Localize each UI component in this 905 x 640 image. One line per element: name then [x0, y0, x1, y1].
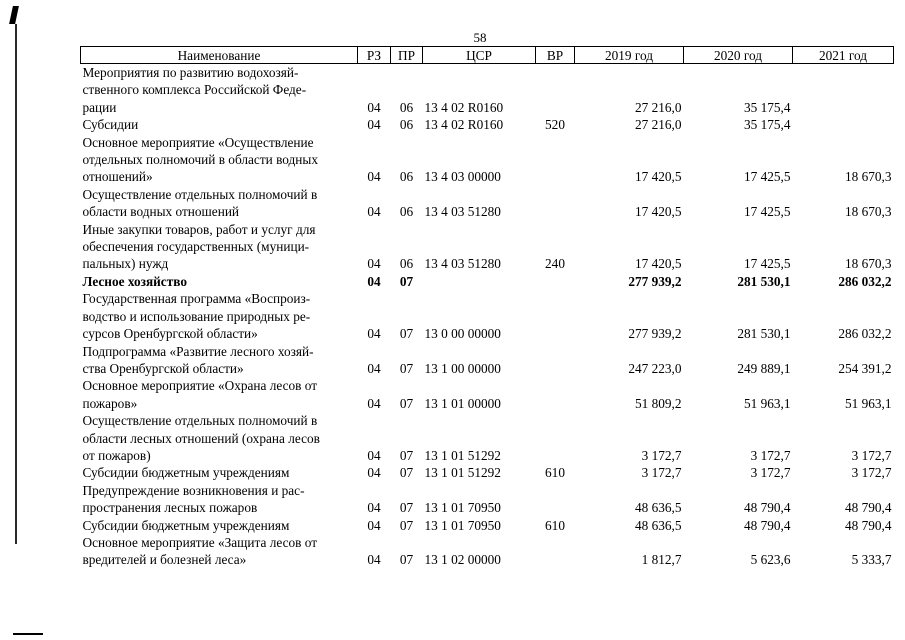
cell-2021	[793, 64, 894, 117]
cell-pr: 07	[399, 552, 414, 568]
cell-2021: 18 670,3	[844, 256, 892, 272]
cell-rz: 04	[367, 552, 381, 568]
cell-2021: 254 391,2	[838, 360, 892, 376]
cell-2021: 18 670,3	[844, 204, 892, 220]
cell-pr: 06	[399, 99, 414, 115]
cell-rz: 04	[367, 517, 381, 533]
cell-name: Основное мероприятие «Защита лесов от вредителей и болезней леса»	[82, 534, 318, 568]
table-row	[81, 64, 894, 117]
cell-2019: 17 420,5	[634, 169, 682, 185]
cell-name: Осуществление отдельных полномочий в области лесных отношений (охрана лесов от пожаров)	[82, 413, 320, 463]
cell-vr	[536, 343, 575, 378]
cell-vr	[536, 482, 575, 517]
budget-table	[80, 46, 894, 569]
cell-2021: 286 032,2	[838, 326, 892, 342]
cell-csr: 13 0 00 00000	[424, 326, 501, 342]
cell-vr: 610	[545, 517, 565, 533]
cell-pr: 07	[399, 517, 414, 533]
cell-name: Субсидии бюджетным учреждениям	[82, 465, 290, 481]
cell-2019: 27 216,0	[634, 117, 682, 133]
table-row	[81, 134, 894, 186]
cell-csr: 13 1 01 51292	[424, 447, 501, 463]
cell-name: Лесное хозяйство	[82, 273, 187, 289]
cell-pr: 07	[399, 500, 414, 516]
cell-vr	[536, 64, 575, 117]
cell-vr	[536, 290, 575, 342]
cell-pr: 07	[399, 360, 414, 376]
cell-name: Подпрограмма «Развитие лесного хозяй- ства Оренбургской области»	[82, 343, 314, 376]
cell-csr: 13 1 00 00000	[424, 360, 501, 376]
cell-2020: 48 790,4	[743, 500, 791, 516]
cell-2020: 249 889,1	[737, 360, 791, 376]
cell-name: Мероприятия по развитию водохозяй- ственного комплекса Российской Феде- рации	[82, 65, 307, 115]
table-row	[81, 412, 894, 464]
cell-vr: 610	[545, 465, 565, 481]
cell-2020: 17 425,5	[743, 169, 791, 185]
cell-2020: 281 530,1	[737, 326, 791, 342]
cell-rz: 04	[367, 500, 381, 516]
cell-rz: 04	[367, 117, 381, 133]
cell-2020: 5 623,6	[750, 552, 791, 568]
cell-2020: 51 963,1	[743, 395, 791, 411]
cell-2019: 51 809,2	[634, 395, 682, 411]
cell-name: Субсидии	[82, 117, 139, 133]
cell-2021	[793, 116, 894, 133]
cell-2019: 3 172,7	[641, 447, 682, 463]
cell-2021: 48 790,4	[844, 517, 892, 533]
cell-2021: 48 790,4	[844, 500, 892, 516]
scan-artifact-top	[9, 6, 19, 24]
table-row	[81, 273, 894, 290]
header-2021: 2021 год	[793, 47, 894, 64]
cell-pr: 06	[399, 204, 414, 220]
cell-rz: 04	[367, 204, 381, 220]
cell-pr: 07	[399, 447, 414, 463]
cell-vr	[536, 412, 575, 464]
cell-name: Основное мероприятие «Осуществление отдельных полномочий в области водных отношений»	[82, 134, 318, 185]
cell-2021: 18 670,3	[844, 169, 892, 185]
cell-csr: 13 4 03 51280	[424, 256, 501, 272]
cell-rz: 04	[367, 326, 381, 342]
page-number: 58	[473, 30, 487, 45]
table-header-row	[81, 47, 894, 64]
cell-vr	[536, 534, 575, 569]
cell-2019: 48 636,5	[634, 517, 682, 533]
table-row	[81, 517, 894, 534]
header-2020: 2020 год	[684, 47, 793, 64]
cell-2019: 277 939,2	[628, 273, 682, 289]
cell-2021: 3 172,7	[851, 447, 892, 463]
cell-rz: 04	[367, 447, 381, 463]
table-row	[81, 186, 894, 221]
table-row	[81, 534, 894, 569]
cell-pr: 07	[399, 326, 414, 342]
cell-2021: 3 172,7	[851, 465, 892, 481]
cell-2021: 5 333,7	[851, 552, 892, 568]
cell-pr: 06	[399, 256, 414, 272]
table-row	[81, 377, 894, 412]
header-csr: ЦСР	[423, 47, 536, 64]
cell-rz: 04	[367, 465, 381, 481]
cell-vr: 240	[545, 256, 565, 272]
cell-pr: 07	[399, 273, 414, 289]
table-row	[81, 482, 894, 517]
scan-artifact-left-line	[15, 24, 17, 544]
cell-vr	[536, 273, 575, 290]
cell-name: Основное мероприятие «Охрана лесов от пожаров»	[82, 378, 318, 411]
cell-csr: 13 1 01 70950	[424, 517, 501, 533]
cell-2020: 3 172,7	[750, 447, 791, 463]
header-vr: ВР	[536, 47, 575, 64]
cell-rz: 04	[367, 169, 381, 185]
cell-2020: 35 175,4	[743, 117, 791, 133]
cell-2021: 286 032,2	[838, 273, 892, 289]
table-row	[81, 343, 894, 378]
cell-2020: 17 425,5	[743, 256, 791, 272]
cell-csr: 13 1 01 70950	[424, 500, 501, 516]
cell-name: Субсидии бюджетным учреждениям	[82, 517, 290, 533]
cell-rz: 04	[367, 395, 381, 411]
header-pr: ПР	[391, 47, 423, 64]
cell-pr: 06	[399, 117, 414, 133]
cell-rz: 04	[367, 273, 381, 289]
table-row	[81, 116, 894, 133]
cell-2019: 17 420,5	[634, 256, 682, 272]
cell-csr: 13 4 02 R0160	[424, 99, 504, 115]
cell-vr	[536, 134, 575, 186]
cell-2019: 27 216,0	[634, 99, 682, 115]
cell-csr: 13 1 01 00000	[424, 395, 501, 411]
cell-csr	[423, 273, 536, 290]
cell-csr: 13 4 03 00000	[424, 169, 501, 185]
cell-rz: 04	[367, 256, 381, 272]
cell-2020: 281 530,1	[737, 273, 791, 289]
cell-name: Иные закупки товаров, работ и услуг для обеспечения государственных (муници- пальных) нужд	[82, 221, 316, 272]
table-row	[81, 221, 894, 273]
cell-pr: 07	[399, 395, 414, 411]
cell-2019: 3 172,7	[641, 465, 682, 481]
cell-vr	[536, 186, 575, 221]
table-body	[81, 64, 894, 569]
cell-2019: 247 223,0	[628, 360, 682, 376]
cell-vr: 520	[545, 117, 565, 133]
cell-name: Государственная программа «Воспроиз- водство и использование природных ре- сурсов Оренбургской области»	[82, 291, 311, 342]
cell-csr: 13 1 01 51292	[424, 465, 501, 481]
cell-2020: 17 425,5	[743, 204, 791, 220]
cell-2020: 48 790,4	[743, 517, 791, 533]
cell-2021: 51 963,1	[844, 395, 892, 411]
header-rz: РЗ	[358, 47, 391, 64]
cell-name: Предупреждение возникновения и рас- пространения лесных пожаров	[82, 482, 305, 516]
cell-2020: 3 172,7	[750, 465, 791, 481]
cell-2019: 1 812,7	[641, 552, 682, 568]
scan-artifact-bottom	[13, 633, 43, 635]
cell-pr: 06	[399, 169, 414, 185]
cell-csr: 13 1 02 00000	[424, 552, 501, 568]
cell-pr: 07	[399, 465, 414, 481]
cell-2019: 277 939,2	[628, 326, 682, 342]
header-name: Наименование	[81, 47, 358, 64]
cell-name: Осуществление отдельных полномочий в области водных отношений	[82, 186, 318, 220]
cell-csr: 13 4 02 R0160	[424, 117, 504, 133]
cell-csr: 13 4 03 51280	[424, 204, 501, 220]
cell-2019: 17 420,5	[634, 204, 682, 220]
cell-rz: 04	[367, 360, 381, 376]
cell-2019: 48 636,5	[634, 500, 682, 516]
cell-2020: 35 175,4	[743, 99, 791, 115]
table-row	[81, 464, 894, 481]
cell-vr	[536, 377, 575, 412]
cell-rz: 04	[367, 99, 381, 115]
table-row	[81, 290, 894, 342]
header-2019: 2019 год	[575, 47, 684, 64]
